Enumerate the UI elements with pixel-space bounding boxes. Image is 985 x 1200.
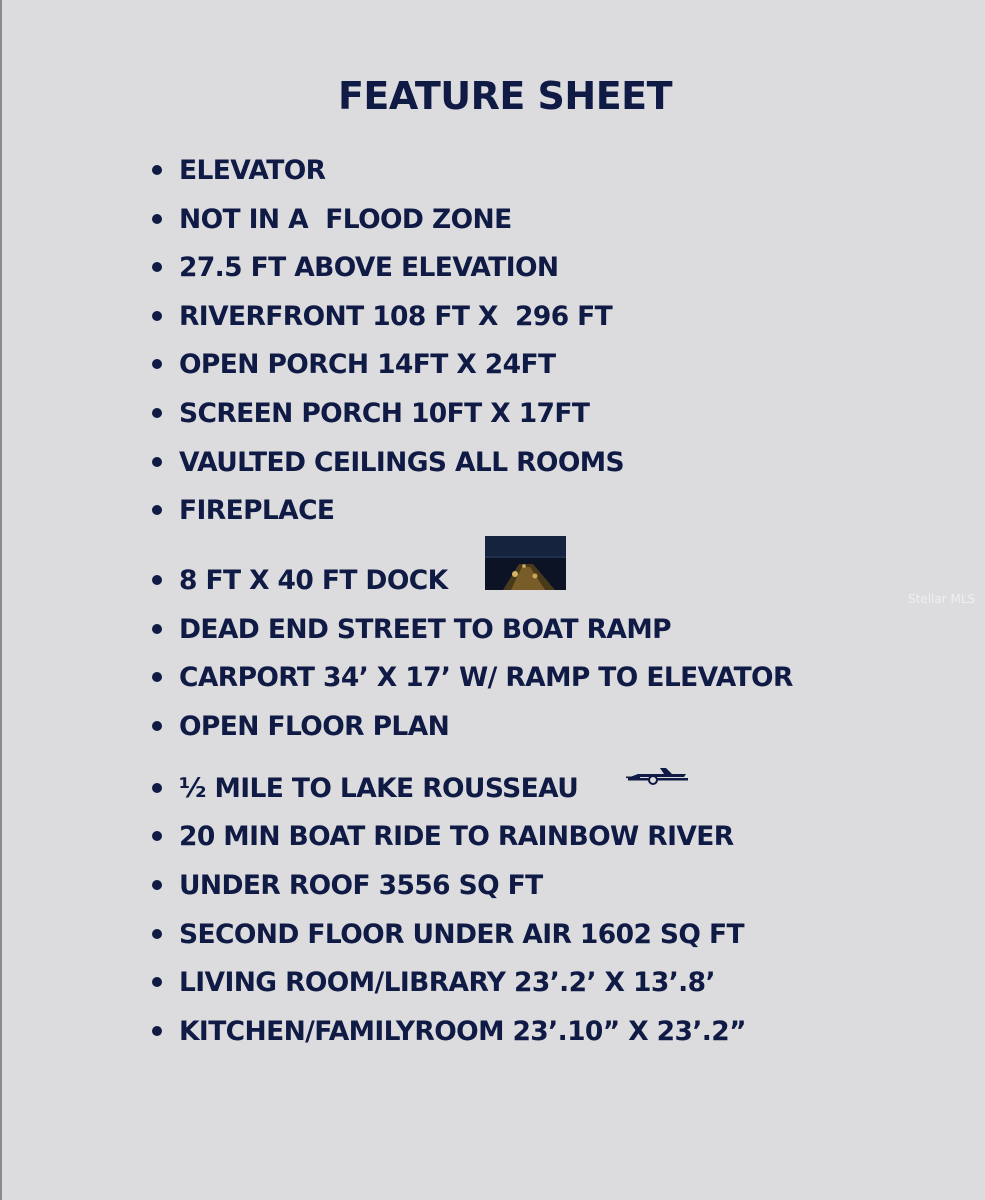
watermark: Stellar MLS [908,592,976,606]
feature-text: 8 FT X 40 FT DOCK [179,564,448,596]
bullet-icon [152,831,162,841]
bullet-icon [152,672,162,682]
feature-item [150,708,449,744]
feature-text: KITCHEN/FAMILYROOM 23’.10” X 23’.2” [179,1015,746,1047]
feature-text: VAULTED CEILINGS ALL ROOMS [179,446,625,478]
feature-text: ELEVATOR [179,154,326,186]
feature-item [150,916,744,952]
feature-text: ½ MILE TO LAKE ROUSSEAU [179,772,579,804]
bullet-icon [152,624,162,634]
feature-text: DEAD END STREET TO BOAT RAMP [179,613,671,645]
feature-text: SECOND FLOOR UNDER AIR 1602 SQ FT [179,918,744,950]
feature-item [150,818,734,854]
bullet-icon [152,359,162,369]
feature-item [150,770,578,806]
bullet-icon [152,408,162,418]
bullet-icon [152,457,162,467]
feature-text: 27.5 FT ABOVE ELEVATION [179,251,559,283]
bullet-icon [152,783,162,793]
feature-text: 20 MIN BOAT RIDE TO RAINBOW RIVER [179,820,734,852]
boat-icon [626,764,690,786]
feature-item [150,201,512,237]
page-title: FEATURE SHEET [337,74,673,118]
bullet-icon [152,721,162,731]
bullet-icon [152,929,162,939]
feature-item [150,492,334,528]
bullet-icon [152,977,162,987]
feature-item [150,1013,746,1049]
bullet-icon [152,505,162,515]
feature-item [150,444,624,480]
feature-item [150,659,793,695]
feature-item [150,395,589,431]
feature-item [150,346,555,382]
feature-text: LIVING ROOM/LIBRARY 23’.2’ X 13’.8’ [179,966,715,998]
bullet-icon [152,1026,162,1036]
dock-photo-graphic [485,536,566,590]
feature-item [150,562,448,598]
dock-photo-icon [485,536,566,590]
feature-text: UNDER ROOF 3556 SQ FT [179,869,543,901]
feature-text: OPEN PORCH 14FT X 24FT [179,348,556,380]
bullet-icon [152,311,162,321]
bullet-icon [152,262,162,272]
feature-item [150,611,671,647]
bullet-icon [152,165,162,175]
feature-text: CARPORT 34’ X 17’ W/ RAMP TO ELEVATOR [179,661,793,693]
feature-item [150,867,543,903]
bullet-icon [152,880,162,890]
feature-text: RIVERFRONT 108 FT X 296 FT [179,300,613,332]
feature-item [150,249,558,285]
feature-item [150,152,325,188]
bullet-icon [152,214,162,224]
feature-text: OPEN FLOOR PLAN [179,710,450,742]
feature-item [150,298,612,334]
page-left-edge [0,0,2,1200]
bullet-icon [152,575,162,585]
feature-text: SCREEN PORCH 10FT X 17FT [179,397,590,429]
feature-item [150,964,715,1000]
feature-text: FIREPLACE [179,494,335,526]
feature-text: NOT IN A FLOOD ZONE [179,203,512,235]
